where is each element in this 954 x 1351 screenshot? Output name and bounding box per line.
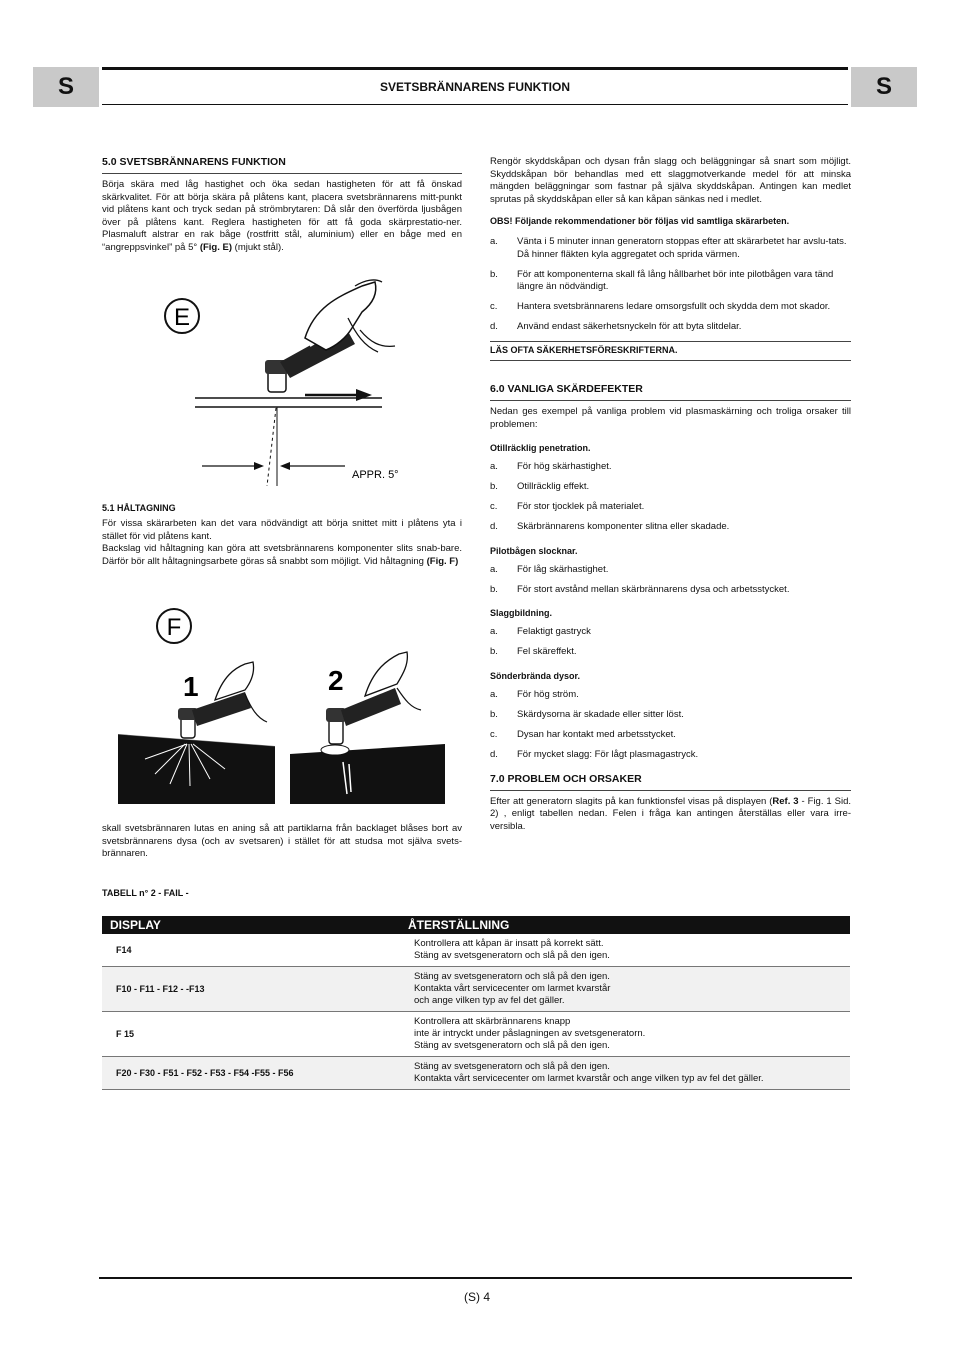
- right-column: [490, 156, 851, 833]
- list-marker: d.: [490, 521, 498, 532]
- list-text: Otillräcklig effekt.: [517, 481, 590, 492]
- figure-f-plate-2: [290, 744, 445, 804]
- defect-item: [490, 689, 851, 702]
- instruction-line: Stäng av svetsgeneratorn och slå på den igen.: [414, 971, 610, 982]
- section-5-1: [102, 503, 462, 568]
- defect-groups: [490, 443, 851, 761]
- section-6-0-text: Nedan ges exempel på vanliga problem vid plasmaskärning och troliga orsaker till problemen:: [490, 406, 851, 430]
- fail-table-wrap: [102, 916, 850, 1090]
- defect-list: [490, 564, 851, 597]
- defect-item: [490, 749, 851, 762]
- list-text: Dysan har kontakt med arbetsstycket.: [517, 728, 676, 740]
- defect-item: [490, 501, 851, 514]
- list-text: För att komponenterna skall få lång hållbarhet bör inte pilotbågen vara tänd längre än nödvändigt.: [517, 268, 834, 292]
- list-marker: c.: [490, 301, 498, 312]
- table-row: [102, 1012, 850, 1057]
- list-text: För låg skärhastighet.: [517, 563, 609, 575]
- figure-e-letter: E: [173, 304, 191, 331]
- cleaning-text: Rengör skyddskåpan och dysan från slagg och beläggningar så snart som möjligt. Skyddskåpan bör behandlas med ett slaggmotverkande medel för att minska mängden beläggningar som fastnar på själva skyddskåpan. Antingen kan medlet sprutas på skyddskåpan eller så kan kåpan sänkas ned i medlet.: [490, 156, 851, 205]
- list-marker: d.: [490, 748, 498, 760]
- obs-item: [490, 301, 851, 314]
- instruction-line: Stäng av svetsgeneratorn och slå på den igen.: [414, 1040, 610, 1051]
- after-figure-f: [102, 823, 462, 861]
- list-marker: a.: [490, 626, 498, 637]
- page-header: [102, 67, 848, 105]
- page-number: (S) 4: [463, 1290, 490, 1304]
- list-text: För hög ström.: [517, 688, 579, 700]
- section-7-0-text: Efter att generatorn slagits på kan funktionsfel visas på displayen (Ref. 3 - Fig. 1 Sid. 2) , enligt tabellen nedan. Felen i fråga kan antingen återställas eller vara irre-versibla.: [490, 795, 852, 832]
- defect-item: [490, 626, 851, 639]
- obs-list: [490, 236, 851, 334]
- section-5-1-text: För vissa skärarbeten kan det vara nödvändigt att börja snittet mitt i plåtens yta i stället för vid plåtens kant.: [102, 518, 462, 542]
- figure-f-letter: F: [166, 614, 182, 641]
- list-text: Vänta i 5 minuter innan generatorn stoppas efter att skärarbetet har avslu-tats. Då hinner fläkten kyla aggregatet och sprida värmen.: [517, 236, 847, 260]
- reset-instructions: [400, 967, 850, 1012]
- list-marker: c.: [490, 728, 498, 740]
- list-text: Felaktigt gastryck: [517, 626, 591, 637]
- list-text: Använd endast säkerhetsnyckeln för att byta slitdelar.: [517, 321, 742, 332]
- defect-item: [490, 481, 851, 494]
- list-marker: c.: [490, 501, 498, 512]
- error-code: F14: [102, 934, 400, 967]
- obs-note: OBS! Följande rekommendationer bör följas vid samtliga skärarbeten.: [490, 216, 790, 226]
- defect-item: [490, 709, 851, 722]
- after-figure-text: skall svetsbrännaren lutas en aning så att partiklarna från backlaget blåses bort av svetsbrännarens dysa (och av svetsaren) i stället för att studsa mot själva svets-brännaren.: [102, 823, 462, 859]
- fail-table: [102, 916, 850, 1090]
- list-marker: a.: [490, 563, 498, 575]
- defect-group-title: Sönderbrända dysor.: [490, 670, 581, 681]
- defect-list: [490, 689, 851, 762]
- language-tab-left: S: [33, 67, 99, 107]
- footer-rule: [99, 1277, 852, 1279]
- defect-item: [490, 729, 851, 742]
- list-marker: b.: [490, 268, 498, 280]
- error-code: F10 - F11 - F12 - -F13: [102, 967, 400, 1012]
- list-text: Skärbrännarens komponenter slitna eller skadade.: [517, 521, 730, 532]
- torch-illustration: [265, 280, 395, 392]
- table-row: [102, 934, 850, 967]
- instruction-line: Kontakta vårt servicecenter om larmet kvarstår: [414, 983, 611, 994]
- table-row: [102, 967, 850, 1012]
- list-marker: b.: [490, 708, 498, 720]
- list-text: Skärdysorna är skadade eller sitter löst.: [517, 708, 684, 720]
- table-row: [102, 1057, 850, 1090]
- figure-f-step-2: 2: [328, 665, 344, 696]
- instruction-line: och ange vilken typ av fel det gäller.: [414, 995, 565, 1006]
- defect-item: [490, 521, 851, 534]
- section-5-0-title: 5.0 SVETSBRÄNNARENS FUNKTION: [102, 156, 462, 174]
- list-text: För mycket slagg: För lågt plasmagastryck.: [517, 748, 699, 760]
- list-marker: d.: [490, 321, 498, 332]
- list-text: För hög skärhastighet.: [517, 461, 612, 472]
- error-code: F20 - F30 - F51 - F52 - F53 - F54 -F55 - F56: [102, 1057, 400, 1090]
- instruction-line: Kontakta vårt servicecenter om larmet kvarstår och ange vilken typ av fel det gäller.: [414, 1073, 764, 1084]
- instruction-line: inte är intryckt under påslagningen av svetsgeneratorn.: [414, 1028, 646, 1039]
- list-marker: b.: [490, 583, 498, 595]
- defect-group-title: Otillräcklig penetration.: [490, 443, 591, 453]
- table-caption: TABELL n° 2 - FAIL -: [102, 888, 189, 898]
- section-5-1-title: 5.1 HÅLTAGNING: [102, 503, 176, 513]
- obs-item: [490, 269, 851, 294]
- instruction-line: Stäng av svetsgeneratorn och slå på den igen.: [414, 950, 610, 961]
- left-column: [102, 156, 462, 254]
- list-marker: b.: [490, 646, 498, 657]
- list-text: För stort avstånd mellan skärbrännarens dysa och arbetsstycket.: [517, 583, 790, 595]
- header-title: SVETSBRÄNNARENS FUNKTION: [379, 80, 570, 94]
- defect-group-title: Slaggbildning.: [490, 608, 552, 618]
- instruction-line: Kontrollera att skärbrännarens knapp: [414, 1016, 571, 1027]
- reset-instructions: [400, 1057, 850, 1090]
- error-code: F 15: [102, 1012, 400, 1057]
- defect-item: [490, 564, 851, 577]
- figure-f: [115, 604, 455, 808]
- col-reset: ÅTERSTÄLLNING: [400, 916, 850, 934]
- safety-reminder: LÄS OFTA SÄKERHETSFÖRESKRIFTERNA.: [490, 341, 851, 361]
- language-tab-right: S: [851, 67, 917, 107]
- col-display: DISPLAY: [102, 916, 400, 934]
- defect-list: [490, 461, 851, 534]
- defect-item: [490, 584, 851, 597]
- instruction-line: Kontrollera att kåpan är insatt på korrekt sätt.: [414, 938, 604, 949]
- defect-item: [490, 646, 851, 659]
- section-5-0-text: Börja skära med låg hastighet och öka sedan hastigheten för att få önskad skärkvalitet. För att börja skära på plåtens kant, placera svetsbrännarens mitt-punkt vid plåtens kant och tryck sedan på strömbrytaren: Då slår den överförda ljusbågen över på plåtens kant. Reglera hastigheten för att få goda skärprestatio-ner. Plasmaluft alstrar en rak båge (rostfritt stål, aluminium) eller en båge med en “angreppsvinkel” på 5° (Fig. E) (mjukt stål).: [102, 179, 462, 253]
- figure-e: [150, 276, 420, 488]
- section-5-1-text-2: Backslag vid håltagning kan göra att svetsbrännarens komponenter slits snab-bare. Därför bör allt håltagningsarbete göras så snabbt som möjligt. Vid håltagning (Fig. F): [102, 543, 462, 567]
- obs-item: [490, 321, 851, 334]
- reset-instructions: [400, 934, 850, 967]
- list-text: Fel skäreffekt.: [517, 646, 577, 657]
- list-marker: b.: [490, 481, 498, 492]
- defect-item: [490, 461, 851, 474]
- list-text: För stor tjocklek på materialet.: [517, 501, 645, 512]
- obs-item: [490, 236, 851, 261]
- instruction-line: Stäng av svetsgeneratorn och slå på den igen.: [414, 1061, 610, 1072]
- figure-e-angle-label: APPR. 5°: [352, 469, 399, 481]
- list-marker: a.: [490, 236, 498, 247]
- list-text: Hantera svetsbrännarens ledare omsorgsfullt och skydda dem mot skador.: [517, 301, 831, 312]
- list-marker: a.: [490, 461, 498, 472]
- section-7-0-title: 7.0 PROBLEM OCH ORSAKER: [490, 773, 851, 791]
- defect-group-title: Pilotbågen slocknar.: [490, 545, 578, 556]
- figure-f-step-1: 1: [183, 671, 199, 702]
- defect-list: [490, 626, 851, 659]
- reset-instructions: [400, 1012, 850, 1057]
- section-6-0-title: 6.0 VANLIGA SKÄRDEFEKTER: [490, 383, 851, 401]
- list-marker: a.: [490, 688, 498, 700]
